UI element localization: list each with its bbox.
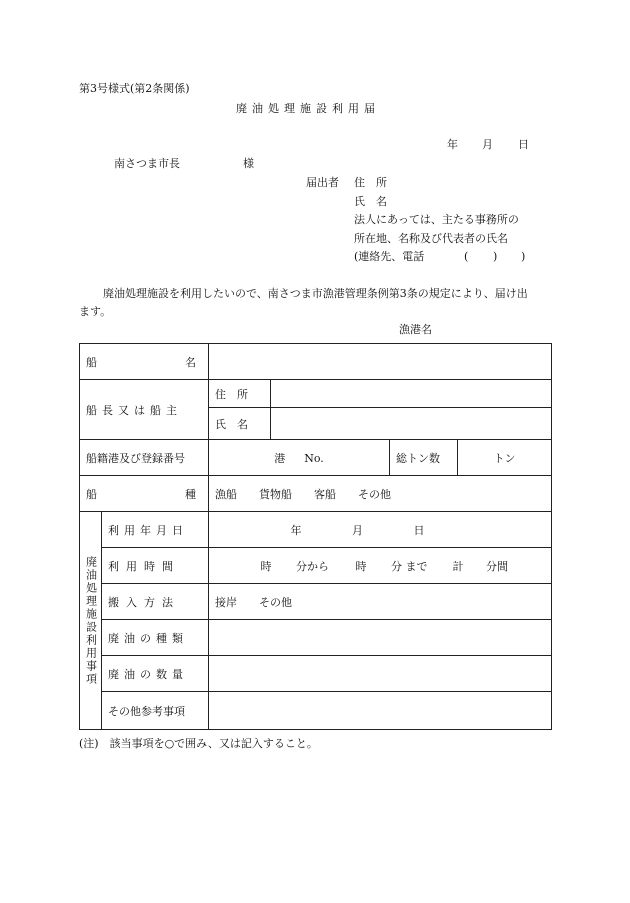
method-options[interactable]: 接岸 その他 (209, 584, 552, 620)
contact-close: ) (521, 250, 526, 263)
time-until: 分 まで (391, 559, 428, 573)
other-notes-field[interactable] (209, 692, 552, 730)
date-month: 月 (482, 138, 493, 151)
ship-type-label-b: 種 (185, 487, 196, 501)
owner-name-label: 氏 名 (209, 408, 271, 440)
oil-type-label: 廃油の種類 (102, 620, 209, 656)
footnote: (注) 該当事項を○で囲み、又は記入すること。 (79, 737, 318, 750)
tonnage-label: 総トン数 (390, 440, 458, 476)
ship-type-label (80, 476, 209, 512)
usage-section-label: 廃油処理施設利用事項 (80, 512, 102, 730)
use-date-year: 年 (290, 523, 302, 537)
port-suffix: 港 (274, 451, 286, 465)
ship-type-options[interactable]: 漁船 貨物船 客船 その他 (209, 476, 552, 512)
body-line-2: ます。 (79, 305, 112, 318)
port-label: 漁港名 (399, 323, 432, 336)
use-date-field[interactable] (209, 512, 552, 548)
applicant-contact: (連絡先、電話 (354, 250, 425, 263)
applicant-label: 届出者 (306, 176, 339, 189)
applicant-address: 住 所 (354, 176, 387, 189)
time-minutes: 分間 (486, 559, 508, 573)
registry-no: No. (304, 451, 324, 465)
oil-amount-field[interactable] (209, 656, 552, 692)
ship-name-label-b: 名 (185, 355, 196, 369)
ship-name-label (80, 344, 209, 380)
use-date-label: 利用年月日 (102, 512, 209, 548)
form-number: 第3号様式(第2条関係) (79, 82, 190, 95)
other-notes-label: その他参考事項 (102, 692, 209, 730)
applicant-note-1: 法人にあっては、主たる事務所の (354, 213, 519, 226)
time-total: 計 (452, 559, 464, 573)
owner-name-field[interactable] (271, 408, 552, 440)
registry-label: 船籍港及び登録番号 (80, 440, 209, 476)
time-hour-1: 時 (260, 559, 272, 573)
contact-paren-open: ( (464, 250, 469, 263)
form-title: 廃油処理施設利用届 (236, 102, 380, 115)
use-date-month: 月 (352, 523, 363, 537)
method-label: 搬入方法 (102, 584, 209, 620)
addressee: 南さつま市長 (114, 157, 180, 170)
date-year: 年 (447, 138, 458, 151)
owner-address-field[interactable] (271, 380, 552, 408)
owner-address-label: 住 所 (209, 380, 271, 408)
oil-type-field[interactable] (209, 620, 552, 656)
contact-paren-close: ) (493, 250, 498, 263)
applicant-name: 氏 名 (354, 195, 387, 208)
ship-type-label-a: 船 (86, 487, 97, 501)
time-hour-2: 時 (355, 559, 367, 573)
captain-owner-label: 船長又は船主 (80, 380, 209, 440)
ship-name-label-a: 船 (86, 355, 97, 369)
oil-amount-label: 廃油の数量 (102, 656, 209, 692)
ship-name-field[interactable] (209, 344, 552, 380)
use-time-label: 利用時間 (102, 548, 209, 584)
use-date-day: 日 (413, 523, 425, 537)
use-time-field[interactable] (209, 548, 552, 584)
tonnage-field[interactable]: トン (458, 440, 552, 476)
time-from: 分から (296, 559, 329, 573)
applicant-note-2: 所在地、名称及び代表者の氏名 (354, 232, 508, 245)
application-table (79, 343, 552, 730)
honorific: 様 (243, 157, 254, 170)
date-day: 日 (518, 138, 529, 151)
registry-field[interactable] (209, 440, 390, 476)
body-line-1: 廃油処理施設を利用したいので、南さつま市漁港管理条例第3条の規定により、届け出 (103, 287, 528, 300)
